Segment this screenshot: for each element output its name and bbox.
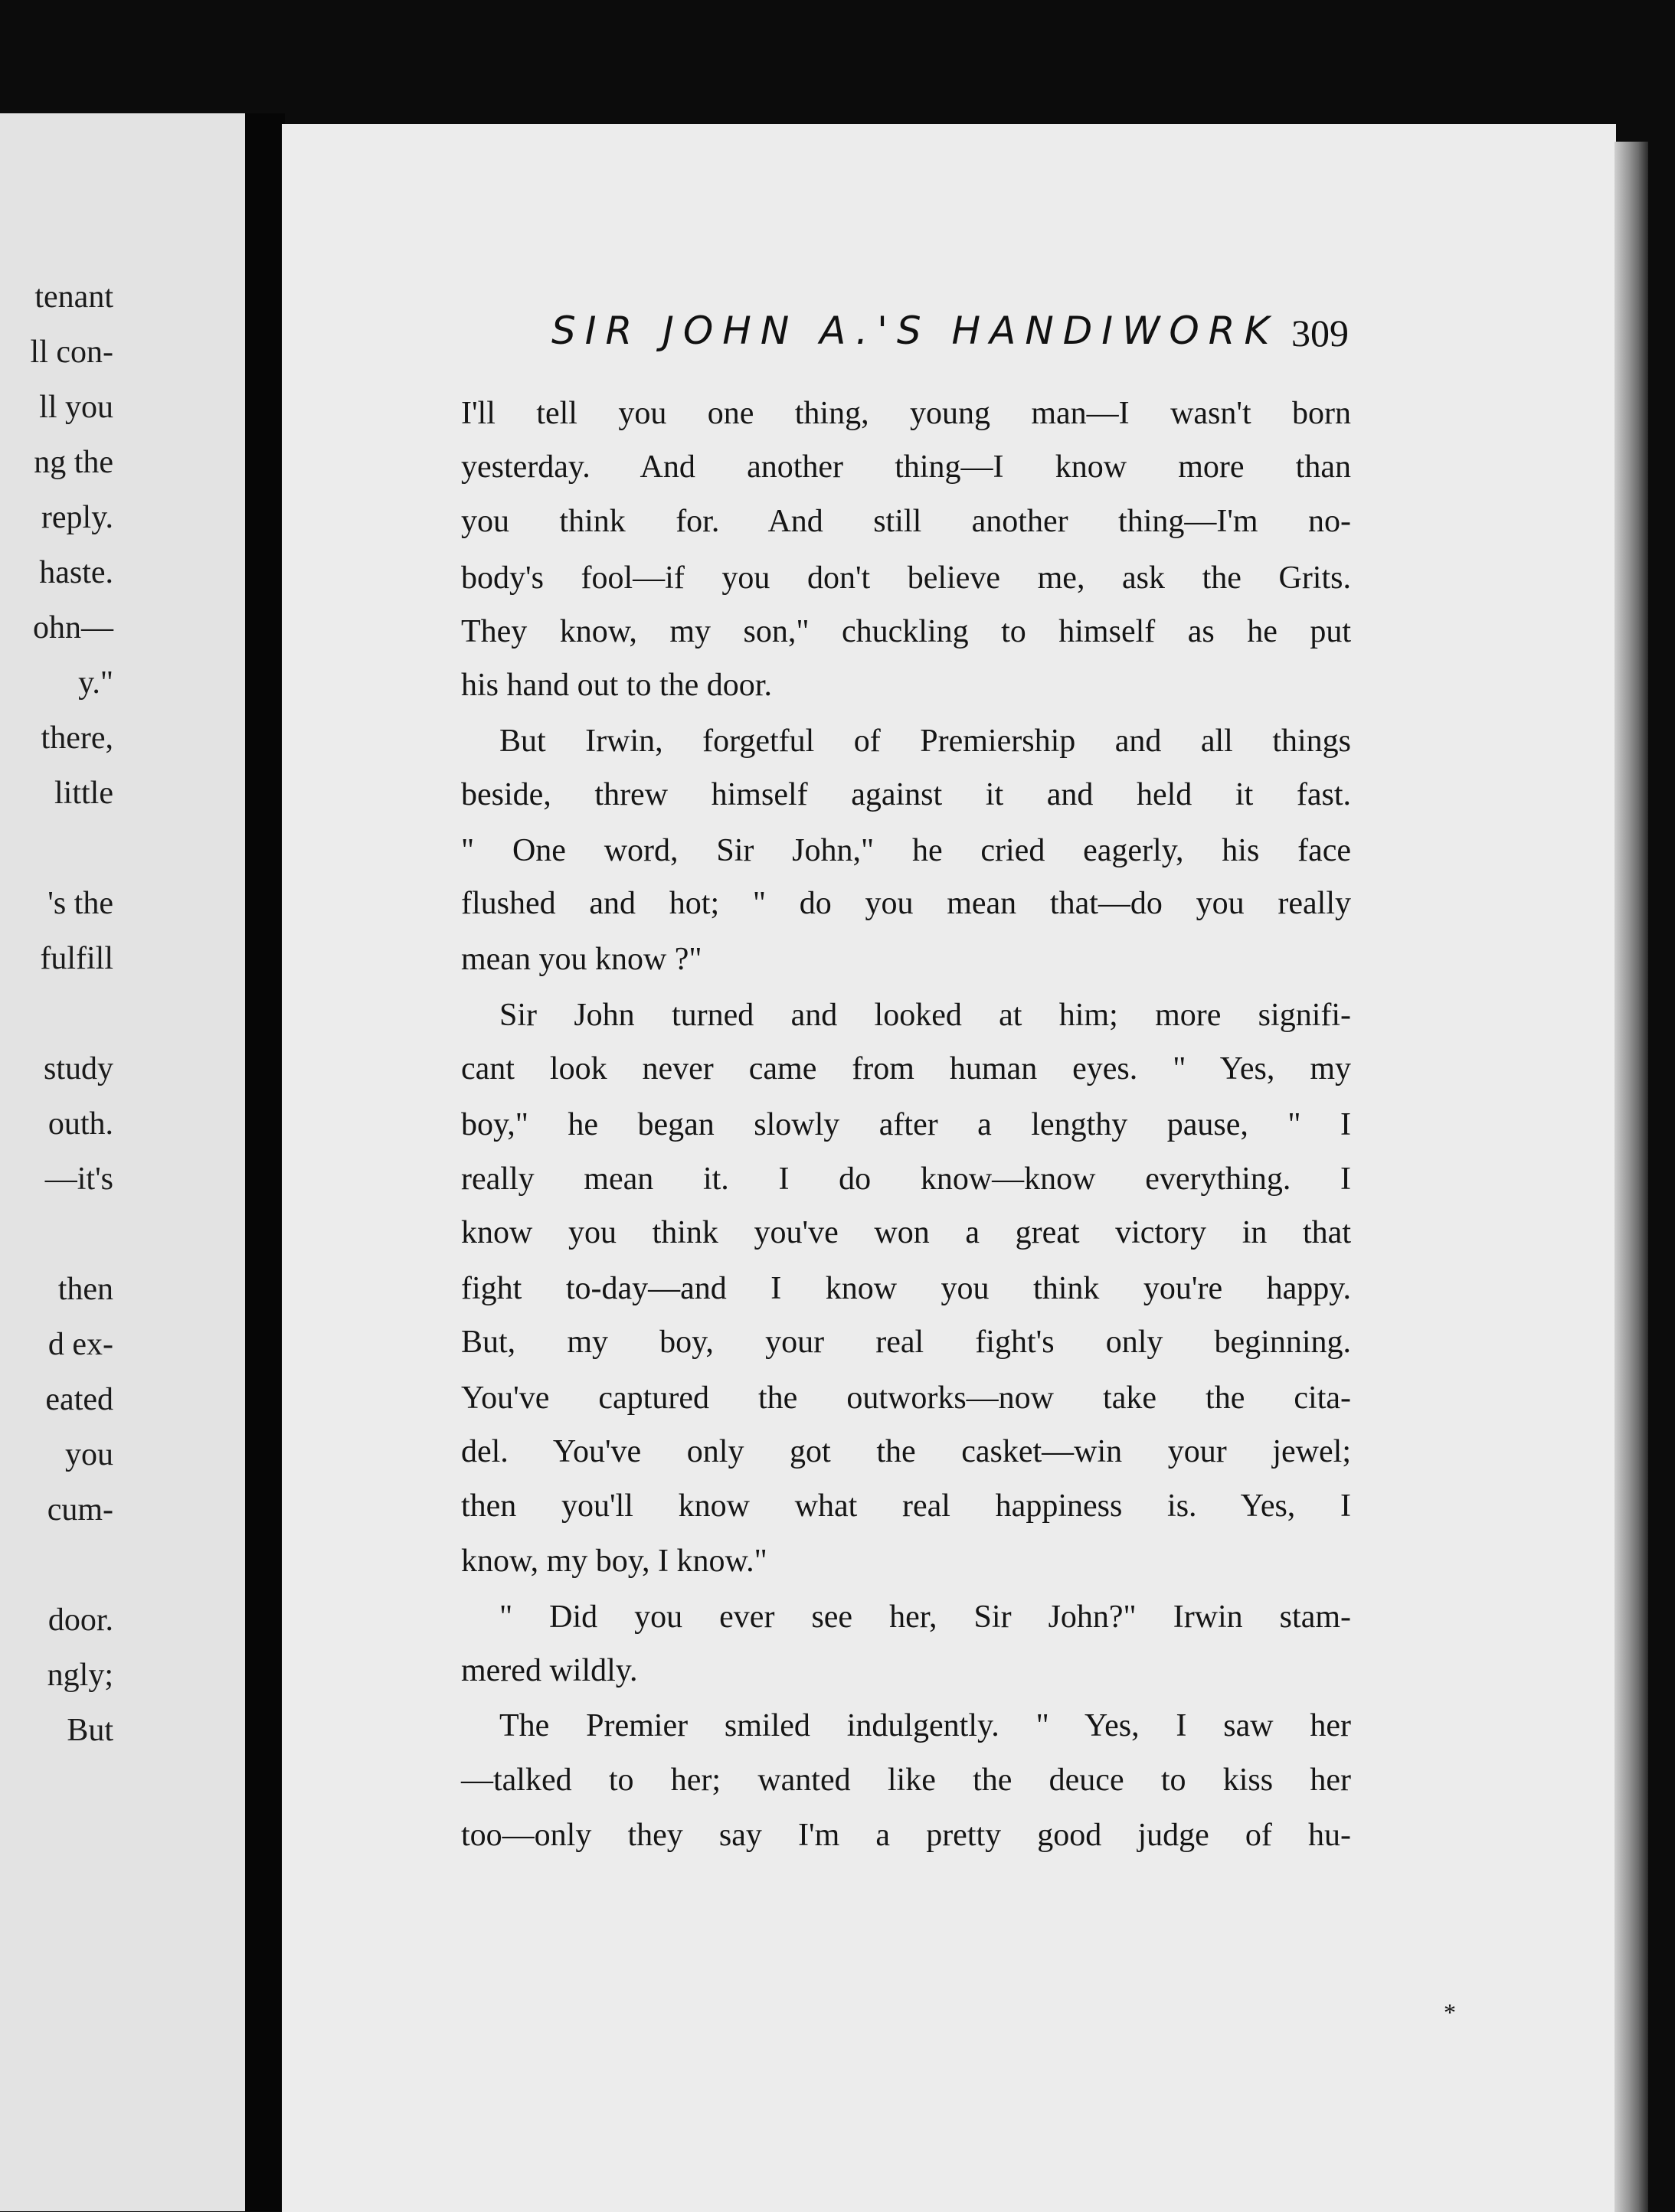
text-line: del. You've only got the casket—win your jewel;: [461, 1434, 1351, 1469]
left-page-line: ngly;: [47, 1658, 113, 1693]
page-edge: [1614, 142, 1648, 2212]
left-page-line: you: [65, 1437, 113, 1472]
text-line: cant look never came from human eyes. " Yes, my: [461, 1051, 1351, 1086]
left-page-line: 's the: [47, 886, 113, 921]
book-gutter: [245, 113, 285, 2211]
text-line: fight to-day—and I know you think you're happy.: [461, 1271, 1351, 1306]
running-head: SIR JOHN A.'S HANDIWORK: [551, 309, 1279, 353]
text-line: " One word, Sir John," he cried eagerly, his face: [461, 833, 1351, 868]
left-page-line: little: [54, 776, 113, 811]
text-line: his hand out to the door.: [461, 668, 772, 703]
text-line: you think for. And still another thing—I'm no-: [461, 504, 1351, 539]
text-line: flushed and hot; " do you mean that—do you really: [461, 886, 1351, 921]
left-page-line: y.": [78, 665, 113, 701]
text-line: know, my boy, I know.": [461, 1544, 767, 1579]
left-page-line: cum-: [47, 1492, 113, 1527]
left-page-line: But: [67, 1713, 113, 1748]
left-page: [0, 113, 245, 2211]
text-line: too—only they say I'm a pretty good judge of hu-: [461, 1818, 1351, 1853]
left-page-line: ll con-: [30, 335, 113, 370]
text-line: mean you know ?": [461, 942, 702, 977]
text-line: know you think you've won a great victory in that: [461, 1215, 1351, 1250]
text-line: " Did you ever see her, Sir John?" Irwin stam-: [499, 1599, 1351, 1635]
left-page-line: there,: [41, 720, 113, 756]
left-page-line: door.: [47, 1603, 113, 1638]
left-page-line: ll you: [39, 390, 113, 425]
left-page-line: ng the: [34, 445, 113, 480]
text-line: really mean it. I do know—know everything. I: [461, 1162, 1351, 1197]
left-page-line: outh.: [47, 1106, 113, 1142]
left-page-line: tenant: [34, 279, 113, 315]
left-page-line: eated: [45, 1382, 113, 1417]
left-page-line: then: [57, 1272, 113, 1307]
left-page-line: reply.: [41, 500, 113, 535]
text-line: They know, my son," chuckling to himself as he put: [461, 614, 1351, 649]
text-line: But, my boy, your real fight's only beginning.: [461, 1325, 1351, 1360]
text-line: beside, threw himself against it and held it fast.: [461, 777, 1351, 812]
text-line: boy," he began slowly after a lengthy pause, " I: [461, 1107, 1351, 1142]
text-line: yesterday. And another thing—I know more than: [461, 449, 1351, 485]
text-line: mered wildly.: [461, 1653, 638, 1688]
left-page-line: haste.: [39, 555, 113, 590]
text-line: Sir John turned and looked at him; more signifi-: [499, 998, 1351, 1033]
text-line: —talked to her; wanted like the deuce to kiss her: [461, 1763, 1351, 1798]
page-number: 309: [1291, 312, 1349, 355]
text-line: The Premier smiled indulgently. " Yes, I saw her: [499, 1708, 1351, 1743]
text-line: body's fool—if you don't believe me, ask the Grits.: [461, 560, 1351, 596]
text-line: But Irwin, forgetful of Premiership and all things: [499, 724, 1351, 759]
left-page-line: study: [43, 1051, 113, 1086]
left-page-line: d ex-: [47, 1327, 113, 1362]
text-line: You've captured the outworks—now take the cita-: [461, 1380, 1351, 1416]
text-line: then you'll know what real happiness is. Yes, I: [461, 1488, 1351, 1524]
left-page-line: fulfill: [40, 941, 113, 976]
left-page-line: ohn—: [33, 610, 113, 645]
left-page-line: —it's: [44, 1162, 113, 1197]
text-line: I'll tell you one thing, young man—I wasn't born: [461, 396, 1351, 431]
stray-mark: *: [1444, 1998, 1456, 2026]
